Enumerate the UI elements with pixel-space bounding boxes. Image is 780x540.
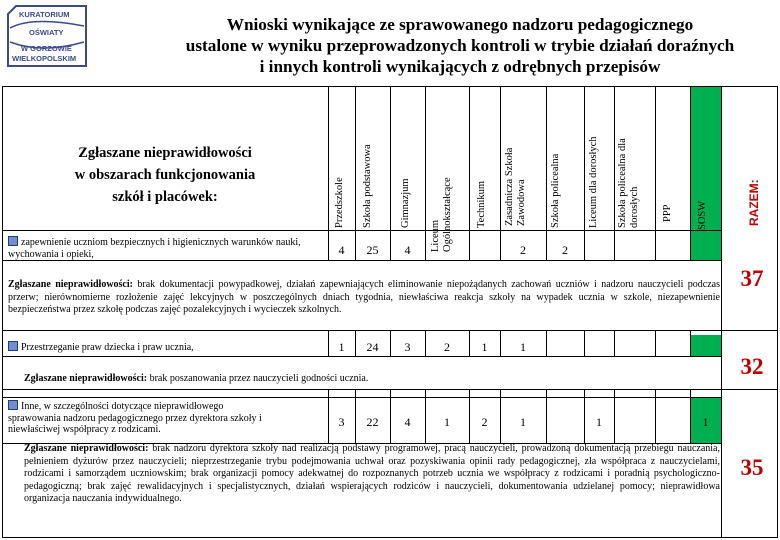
vline-col10-band1	[690, 330, 691, 356]
col-header-przedszkole: Przedszkole	[334, 177, 345, 228]
sosw-column-header-bg	[690, 86, 721, 260]
row3-value-0: 3	[338, 415, 345, 429]
vline-col11-band0	[721, 86, 722, 260]
bullet-icon	[8, 236, 18, 246]
left-header-line2: w obszarach funkcjonowania	[74, 167, 256, 183]
vline-col8-band0	[614, 86, 615, 260]
col-header-liceum-line2: Ogólnokształcące	[442, 177, 453, 252]
row1-total: 37	[740, 266, 764, 291]
bullet-icon	[8, 400, 18, 410]
col-header-zsz	[504, 148, 528, 226]
row1-value-6: 2	[562, 243, 568, 257]
vline-col10-band0	[690, 86, 691, 260]
row1-value-5: 2	[520, 243, 526, 257]
row2-value-4: 1	[481, 340, 488, 354]
vline-col6-band1	[546, 330, 547, 356]
table-left-border	[2, 86, 3, 538]
vline-col9-band0	[655, 86, 656, 260]
row3-desc-bold: Zgłaszane nieprawidłowości:	[24, 443, 149, 454]
row2-label-text: Przestrzeganie praw dziecka i praw ucznia,	[21, 342, 194, 353]
row3-label	[8, 400, 273, 436]
row1-value-2: 4	[404, 243, 411, 257]
vline-col7-band0	[584, 86, 585, 260]
sosw-row2-bg	[690, 335, 721, 356]
row3-value-1: 22	[366, 415, 379, 429]
row2-value-1: 24	[366, 340, 379, 354]
total-header: RAZEM:	[747, 179, 761, 226]
row3-description	[24, 443, 720, 506]
row1-value-0: 4	[338, 243, 345, 257]
logo-line1: KURATORIUM	[19, 10, 70, 19]
row2-description	[24, 373, 724, 386]
row2-value-2: 3	[404, 340, 411, 354]
vline-col11-band2	[721, 389, 722, 443]
bullet-icon	[8, 341, 18, 351]
vline-col6-band2	[546, 389, 547, 443]
col-header-zsz-line2: Zawodowa	[516, 179, 527, 226]
row3-value-10: 1	[702, 415, 709, 429]
row2-total: 32	[740, 354, 764, 379]
title-line3: i innych kontroli wynikających z odrębnych przepisów	[259, 57, 661, 76]
left-header-line3: szkół i placówek:	[112, 189, 218, 205]
row3-total: 35	[740, 455, 764, 480]
vline-col1-band0	[355, 86, 356, 260]
row3-value-4: 2	[481, 415, 488, 429]
title-line2: ustalone w wyniku przeprowadzonych kontroli w trybie działań doraźnych	[185, 36, 735, 55]
hline-row1-values-bottom	[2, 260, 721, 261]
table-bottom-border	[2, 537, 778, 538]
left-header-line1: Zgłaszane nieprawidłowości	[78, 145, 252, 161]
logo-graphic	[2, 2, 92, 72]
row1-desc-text: brak dokumentacji powypadkowej, działań zapewniających eliminowanie niepożądanych zachowań uczniów i nadzoru nauczycieli podczas przerw; nierównomierne rozłożenie zajęć lekcyjnych w poszczególnych dniach tygodnia, niewłaściwa reakcja szkoły na wypadek ucznia w szkole, niezapewnienie bezpieczeństwa przez szkołę podczas zajęć pozalekcyjnych i wycieczek szkolnych.	[8, 279, 720, 316]
row2-desc-text: brak poszanowania przez nauczycieli godności ucznia.	[147, 373, 369, 384]
vline-col0-band0	[328, 86, 329, 260]
vline-col2-band0	[390, 86, 391, 260]
row3-value-3: 1	[444, 415, 450, 429]
vline-col7-band1	[584, 330, 585, 356]
vline-col9-band1	[655, 330, 656, 356]
col-header-policealna-doroslych	[617, 138, 641, 228]
page-title	[150, 14, 770, 77]
col-header-szkola-policealna: Szkoła policealna	[550, 153, 561, 228]
row1-desc-bold: Zgłaszane nieprawidłowości:	[8, 279, 133, 290]
hline-row2-values-bottom	[2, 356, 721, 357]
vline-col6-band0	[546, 86, 547, 260]
vline-col4-band0	[469, 86, 470, 260]
row3-desc-text: brak nadzoru dyrektora szkoły nad realizacją podstawy programowej, pracą nauczycieli, prowadzoną dokumentacją przebiegu nauczania, pełnieniem dyżurów przez nauczycieli; nieprzestrzeganie trybu podejmowania uchwał oraz pozyskiwania opinii rady pedagogicznej, zła współpraca z nauczycielami, rodzicami i samorządem uczniowskim; brak organizacji pomocy adekwatnej do rozpoznanych potrzeb ucznia we współpracy z rodzicami i poradnią psychologiczno-pedagogiczną; brak zajęć rewalidacyjnych i specjalistycznych, działań wspierających rodziców i nauczycieli, dokumentowania udzielanej pomocy; nieprawidłowa organizacja nauczania indywidualnego.	[24, 443, 720, 505]
vline-col3-band0	[425, 86, 426, 260]
kuratorium-logo	[2, 2, 92, 72]
col-header-liceum-line1: Liceum	[430, 219, 441, 252]
col-header-ppp: PPP	[662, 204, 673, 222]
logo-line3: W GORZOWIE	[21, 44, 72, 53]
row2-label	[8, 341, 328, 354]
row2-value-5: 1	[520, 340, 526, 354]
title-line1: Wnioski wynikające ze sprawowanego nadzoru pedagogicznego	[226, 15, 694, 34]
row1-description	[8, 279, 720, 317]
row1-label	[8, 236, 328, 260]
row1-label-text: zapewnienie uczniom bezpiecznych i higienicznych warunków nauki, wychowania i opieki,	[8, 237, 301, 260]
col-header-policealna-doroslych-line2: dorosłych	[629, 186, 640, 228]
vline-col8-band2	[614, 389, 615, 443]
row2-value-0: 1	[338, 340, 345, 354]
row3-value-7: 1	[596, 415, 602, 429]
row3-value-2: 4	[404, 415, 411, 429]
col-header-liceum	[430, 177, 454, 252]
logo-line4: WIELKOPOLSKIM	[12, 54, 77, 63]
row3-label-text: Inne, w szczególności dotyczące nieprawidłowego sprawowania nadzoru pedagogicznego przez dyrektora szkoły i niewłaściwej współpracy z rodzicami.	[8, 401, 262, 435]
row1-value-1: 25	[366, 243, 379, 257]
vline-col11-band1	[721, 330, 722, 356]
row3-value-5: 1	[520, 415, 526, 429]
col-header-szkola-podstawowa: Szkoła podstawowa	[362, 144, 373, 228]
col-header-gimnazjum: Gimnazjum	[400, 178, 411, 228]
table-right-border	[777, 86, 778, 538]
col-header-sosw: SOSW	[697, 200, 708, 230]
logo-line2: OŚWIATY	[29, 28, 64, 37]
col-header-liceum-doroslych: Liceum dla dorosłych	[588, 136, 599, 228]
vline-col9-band2	[655, 389, 656, 443]
left-header	[30, 142, 300, 208]
col-header-zsz-line1: Zasadnicza Szkoła	[504, 147, 515, 226]
vline-col8-band1	[614, 330, 615, 356]
row2-value-3: 2	[444, 340, 450, 354]
vline-col5-band0	[500, 86, 501, 260]
col-header-technikum: Technikum	[476, 180, 487, 228]
row2-desc-bold: Zgłaszane nieprawidłowości:	[24, 373, 148, 384]
col-header-policealna-doroslych-line1: Szkoła policealna dla	[617, 138, 628, 228]
